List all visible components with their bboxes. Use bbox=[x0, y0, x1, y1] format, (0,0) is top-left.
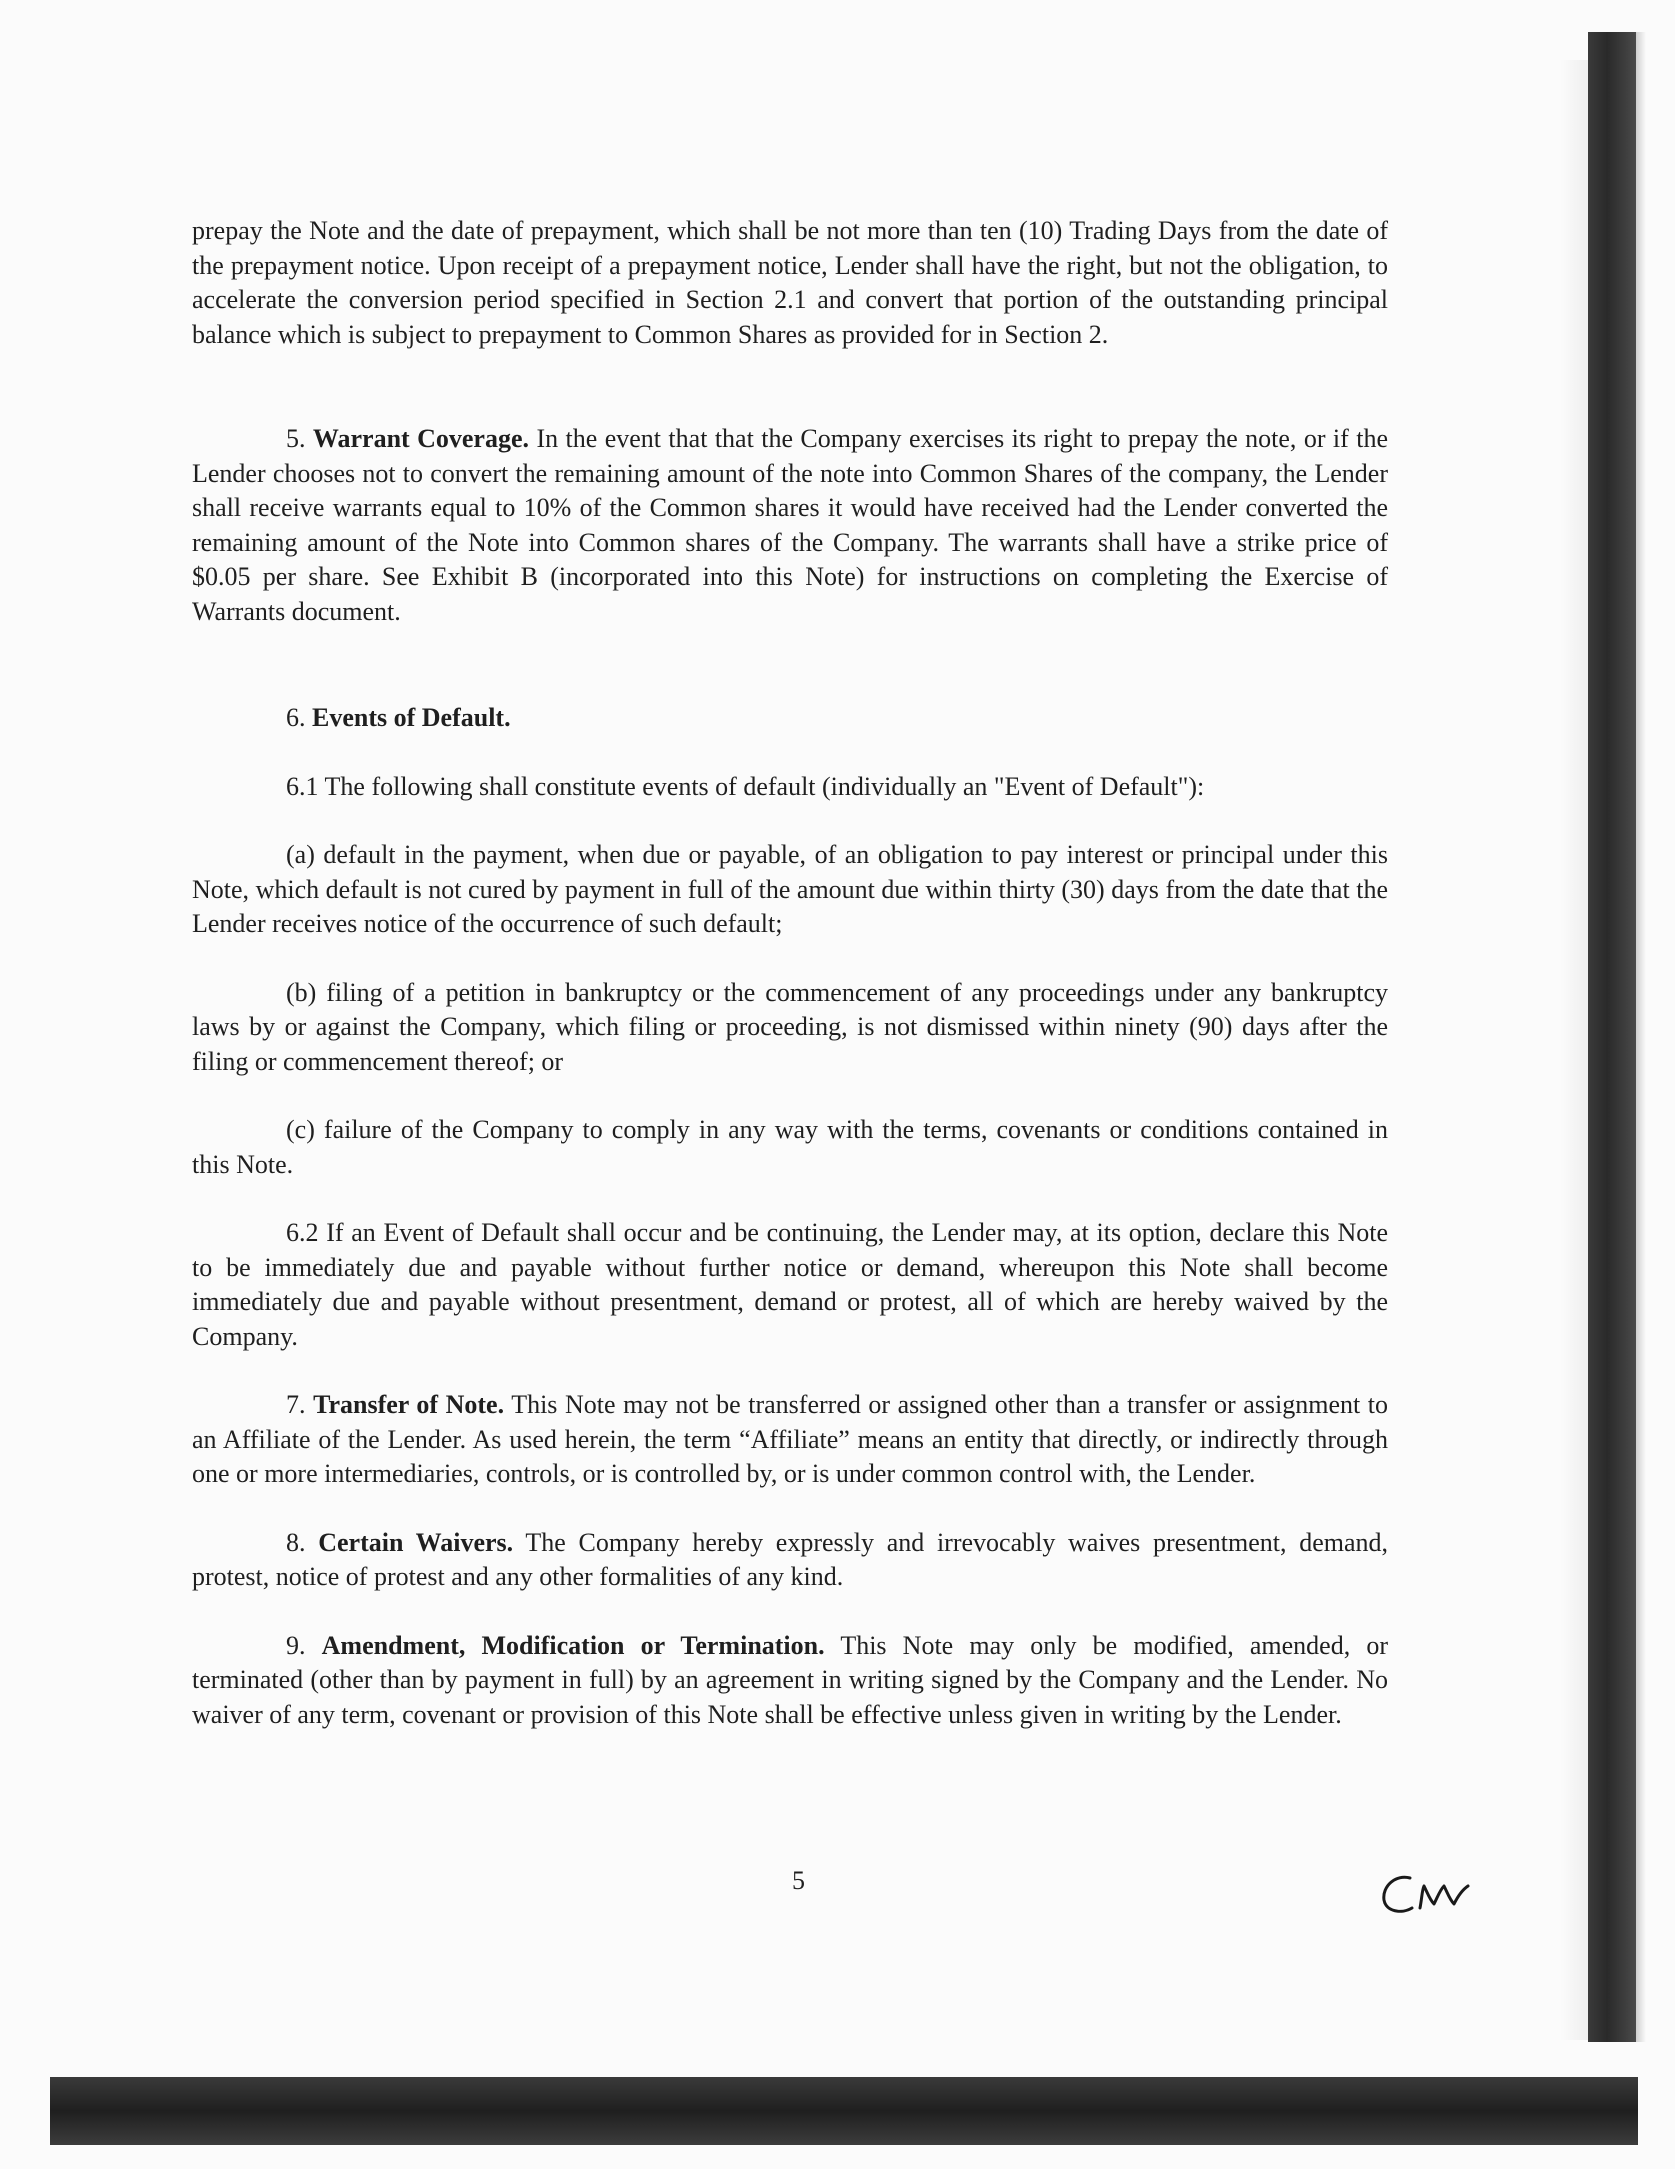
section-6-number: 6. bbox=[286, 703, 306, 732]
section-6-1-b: (b) filing of a petition in bankruptcy or the commencement of any proceedings under any bankruptcy laws by or against the Company, which filing or proceeding, is not dismissed within ninety (90) days after the filing or commencement thereof; or bbox=[192, 977, 1388, 1076]
section-9-amendment bbox=[192, 1629, 1388, 1733]
section-8-certain-waivers bbox=[192, 1526, 1388, 1595]
scan-border-right-shade bbox=[1636, 32, 1646, 2042]
handwritten-initials bbox=[1376, 1868, 1480, 1920]
section-6-title: Events of Default. bbox=[312, 703, 511, 732]
section-9-title: Amendment, Modification or Termination. bbox=[321, 1630, 825, 1660]
section-6-heading bbox=[192, 701, 1388, 736]
section-7-transfer-of-note bbox=[192, 1388, 1388, 1492]
section-9-number: 9. bbox=[286, 1630, 306, 1660]
section-6-1-a: (a) default in the payment, when due or payable, of an obligation to pay interest or principal under this Note, which default is not cured by payment in full of the amount due within thirty (30) days from the date that the Lender receives notice of the occurrence of such default; bbox=[192, 840, 1388, 938]
section-7-body: This Note may not be transferred or assigned other than a transfer or assignment to an Affiliate of the Lender. As used herein, the term “Affiliate” means an entity that directly, or indirectly through one or more intermediaries, controls, or is controlled by, or is under common control with, the Lender. bbox=[192, 1390, 1389, 1488]
section-5-title: Warrant Coverage. bbox=[312, 424, 530, 453]
section-8-body: The Company hereby expressly and irrevocably waives presentment, demand, protest, notice of protest and any other formalities of any kind. bbox=[192, 1527, 1389, 1591]
section-6-1-c: (c) failure of the Company to comply in any way with the terms, covenants or conditions contained in this Note. bbox=[192, 1115, 1388, 1179]
page-number: 5 bbox=[792, 1866, 805, 1895]
scan-border-right bbox=[1588, 32, 1636, 2042]
section-8-title: Certain Waivers. bbox=[318, 1527, 514, 1557]
section-9-body: This Note may only be modified, amended, or terminated (other than by payment in full) by an agreement in writing signed by the Company and the Lender. No waiver of any term, covenant or provision of this Note shall be effective unless given in writing by the Lender. bbox=[192, 1630, 1389, 1729]
section-5-number: 5. bbox=[286, 424, 306, 453]
section-6-2: 6.2 If an Event of Default shall occur and be continuing, the Lender may, at its option, declare this Note to be immediately due and payable without further notice or demand, whereupon this Note shall become immediately due and payable without presentment, demand or protest, all of which are hereby waived by the Company. bbox=[192, 1218, 1388, 1351]
section-5-body: In the event that that the Company exercises its right to prepay the note, or if the Lender chooses not to convert the remaining amount of the note into Common Shares of the company, the Lender shall receive warrants equal to 10% of the Common shares it would have received had the Lender converted the remaining amount of the Note into Common shares of the Company. The warrants shall have a strike price of $0.05 per share. See Exhibit B (incorporated into this Note) for instructions on completing the Exercise of Warrants document. bbox=[192, 424, 1388, 626]
section-8-number: 8. bbox=[286, 1527, 306, 1557]
section-6-1: 6.1 The following shall constitute events of default (individually an "Event of Default"): bbox=[286, 771, 1205, 801]
page-fold-shadow bbox=[1560, 60, 1588, 2040]
section-7-number: 7. bbox=[286, 1390, 306, 1419]
document-body bbox=[192, 214, 1388, 1732]
section-5-warrant-coverage bbox=[192, 422, 1388, 629]
scan-border-bottom bbox=[50, 2077, 1638, 2145]
section-7-title: Transfer of Note. bbox=[313, 1390, 505, 1419]
paragraph-prepayment-continued: prepay the Note and the date of prepayment, which shall be not more than ten (10) Trading Days from the date of the prepayment notice. Upon receipt of a prepayment notice, Lender shall have the right, but not the obligation, to accelerate the conversion period specified in Section 2.1 and convert that portion of the outstanding principal balance which is subject to prepayment to Common Shares as provided for in Section 2. bbox=[192, 216, 1388, 349]
